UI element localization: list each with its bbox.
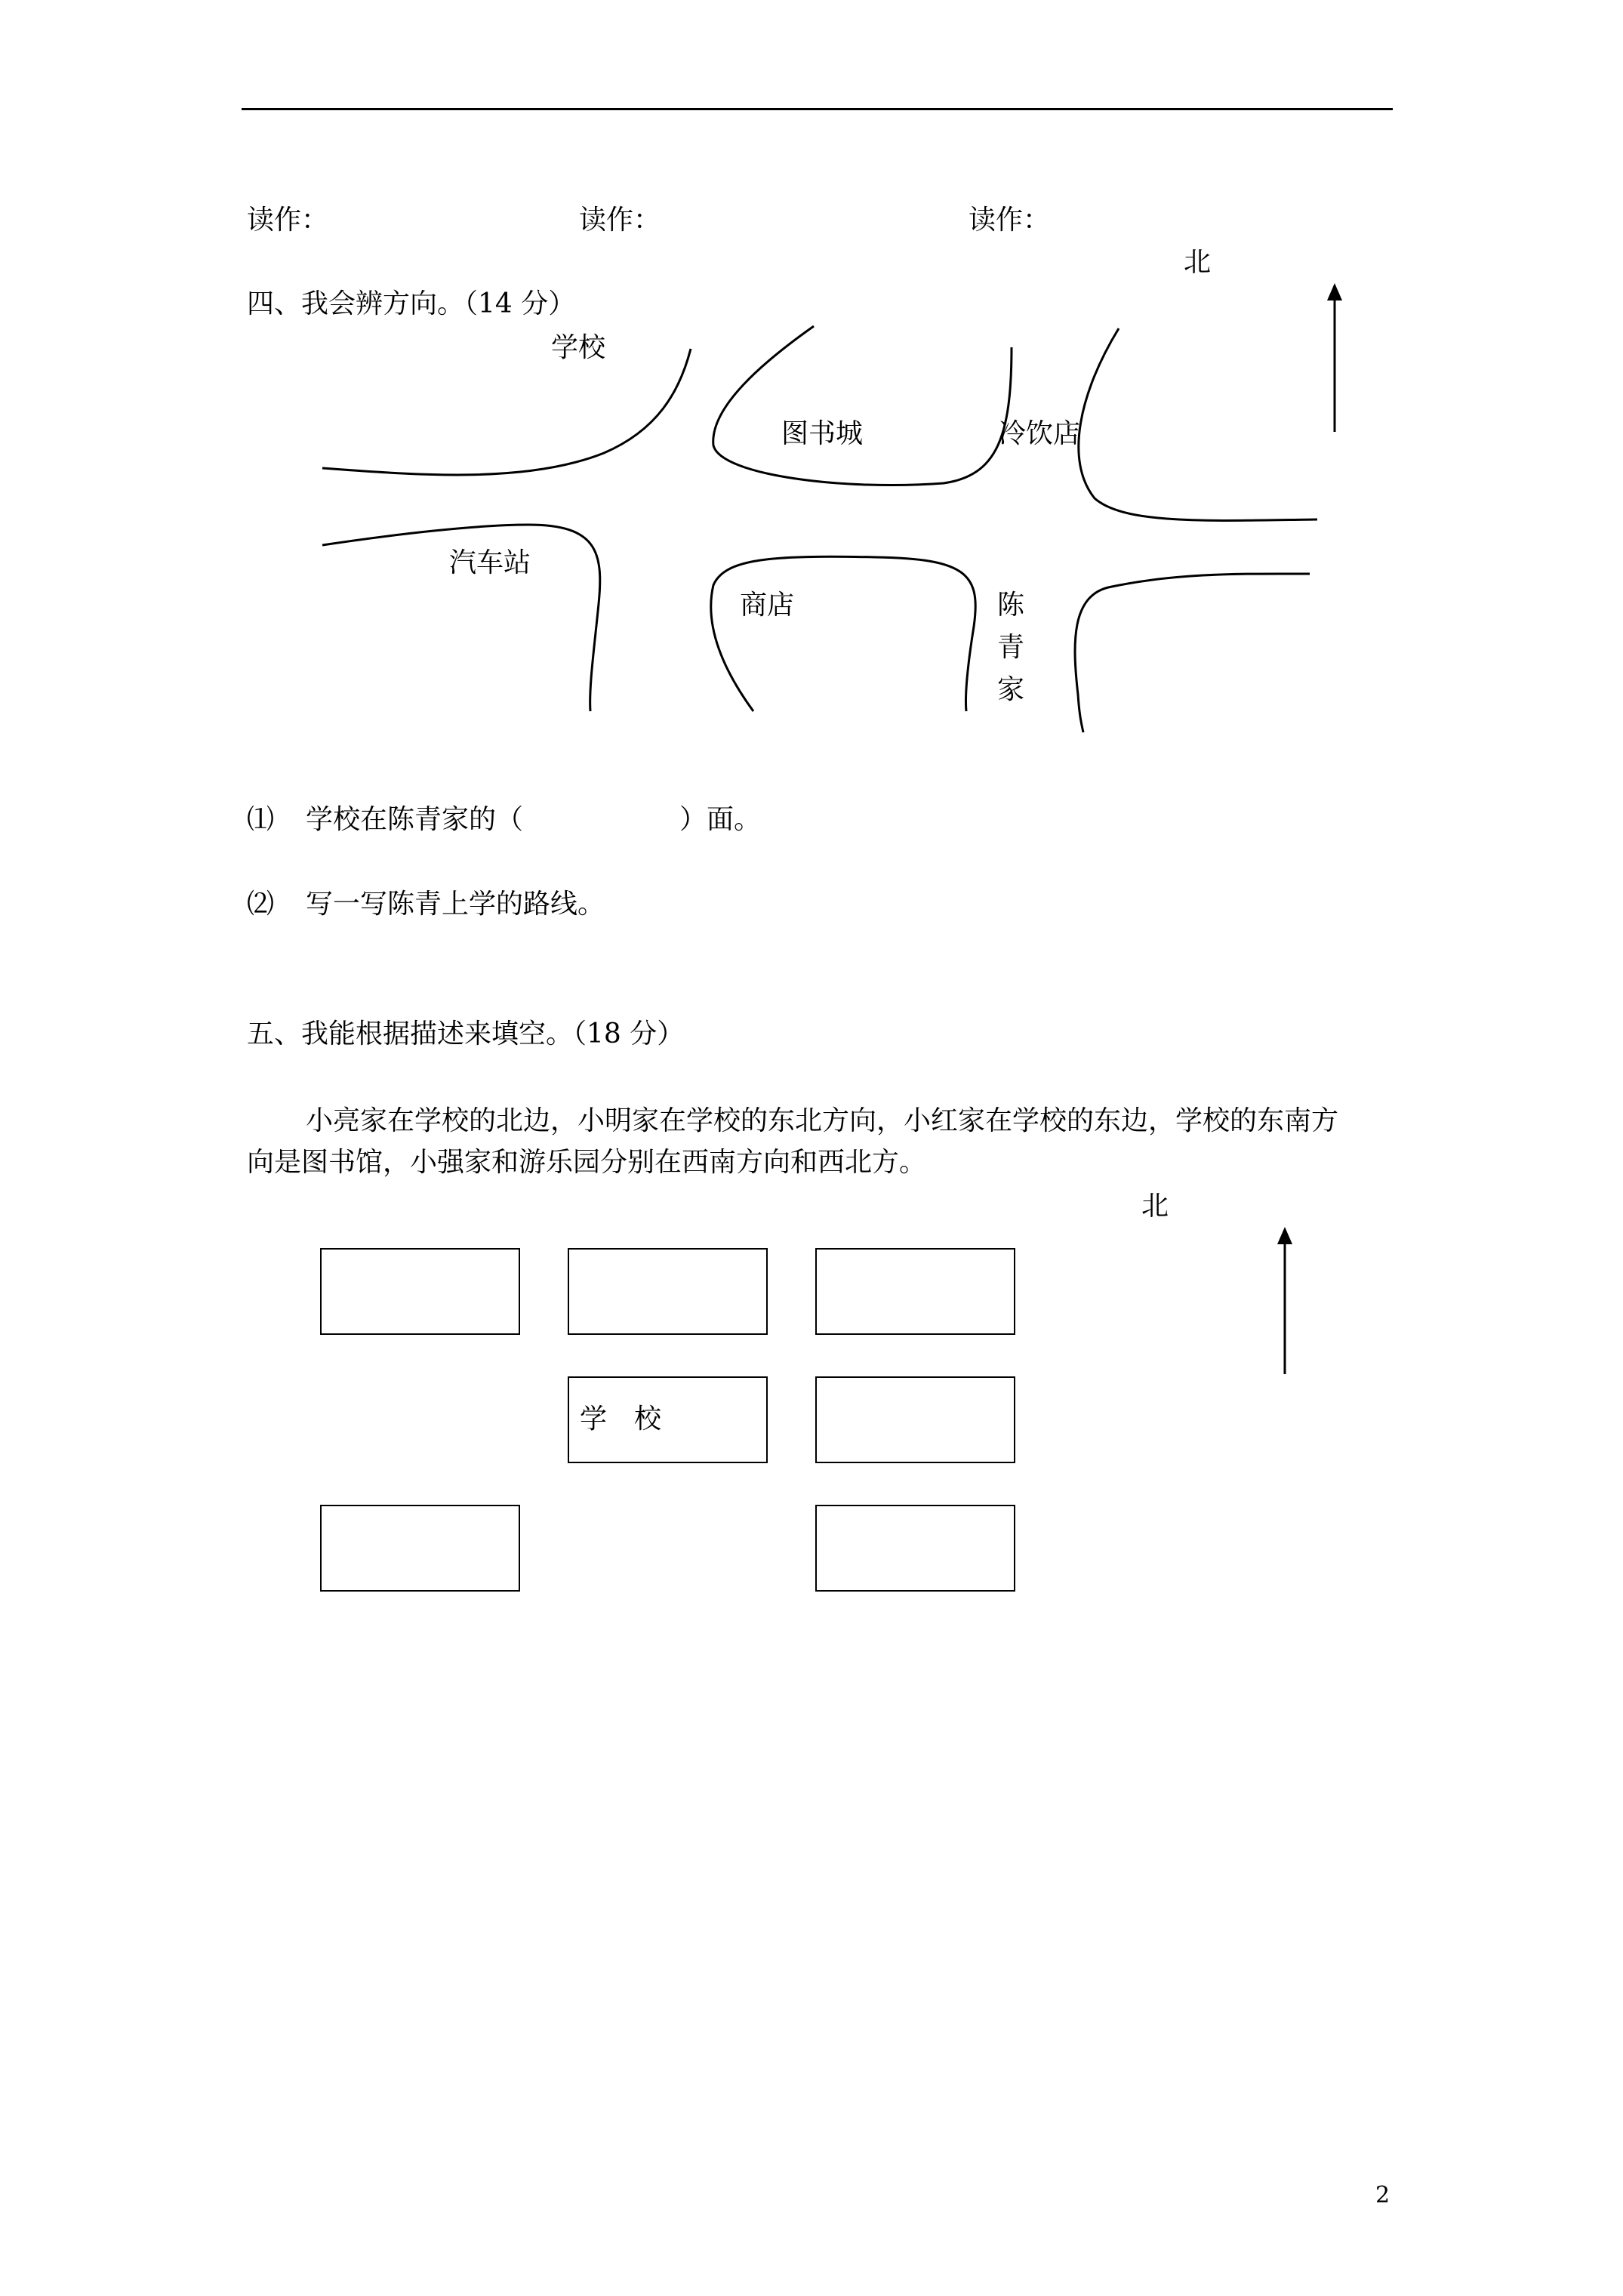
map-label-school: 学校 xyxy=(551,332,606,363)
section5-title: 五、我能根据描述来填空。（18 分） xyxy=(247,1019,685,1049)
map-label-qing: 青 xyxy=(997,632,1025,663)
section5-desc-line2: 向是图书馆，小强家和游乐园分别在西南方向和西北方。 xyxy=(247,1147,927,1178)
grid-box-ne[interactable] xyxy=(815,1248,1015,1335)
read-label-3: 读作： xyxy=(969,205,1051,236)
north-arrow-grid-head xyxy=(1277,1227,1292,1244)
north-label-map: 北 xyxy=(1184,247,1212,278)
map-label-chen: 陈 xyxy=(997,590,1025,621)
q1-text-b: ）面。 xyxy=(679,804,762,835)
grid-box-se[interactable] xyxy=(815,1505,1015,1592)
street-curve-n xyxy=(713,326,1012,485)
grid-box-sw[interactable] xyxy=(320,1505,520,1592)
map-label-bus-station: 汽车站 xyxy=(449,547,531,578)
street-curve-se xyxy=(1075,574,1310,732)
page-number: 2 xyxy=(1375,2182,1390,2208)
map-label-jia: 家 xyxy=(997,674,1025,705)
grid-box-n[interactable] xyxy=(568,1248,768,1335)
street-curve-ne xyxy=(1079,328,1317,520)
grid-box-e[interactable] xyxy=(815,1376,1015,1463)
north-arrow-map-head xyxy=(1327,283,1342,300)
grid-box-center-school xyxy=(568,1376,768,1463)
street-curve-s xyxy=(711,556,975,711)
map-label-chen-qing-home xyxy=(997,584,1024,711)
grid-box-nw[interactable] xyxy=(320,1248,520,1335)
section5-desc-line1: 小亮家在学校的北边，小明家在学校的东北方向，小红家在学校的东边，学校的东南方 xyxy=(306,1105,1339,1136)
north-label-grid: 北 xyxy=(1141,1191,1169,1222)
read-label-1: 读作： xyxy=(247,205,329,236)
street-curve-nw xyxy=(322,349,691,475)
map-label-shop: 商店 xyxy=(740,590,795,621)
q1-text-a: 学校在陈青家的（ xyxy=(306,804,524,835)
grid-box-center-label: 学 校 xyxy=(580,1404,662,1435)
q2-number: ⑵ xyxy=(247,889,275,920)
map-label-library-city: 图书城 xyxy=(781,418,864,449)
map-label-cold-drink-shop: 冷饮店 xyxy=(999,418,1081,449)
q1-number: ⑴ xyxy=(247,804,275,835)
section4-title: 四、我会辨方向。（14 分） xyxy=(247,288,576,319)
q2-text: 写一写陈青上学的路线。 xyxy=(306,889,605,920)
read-label-2: 读作： xyxy=(579,205,661,236)
